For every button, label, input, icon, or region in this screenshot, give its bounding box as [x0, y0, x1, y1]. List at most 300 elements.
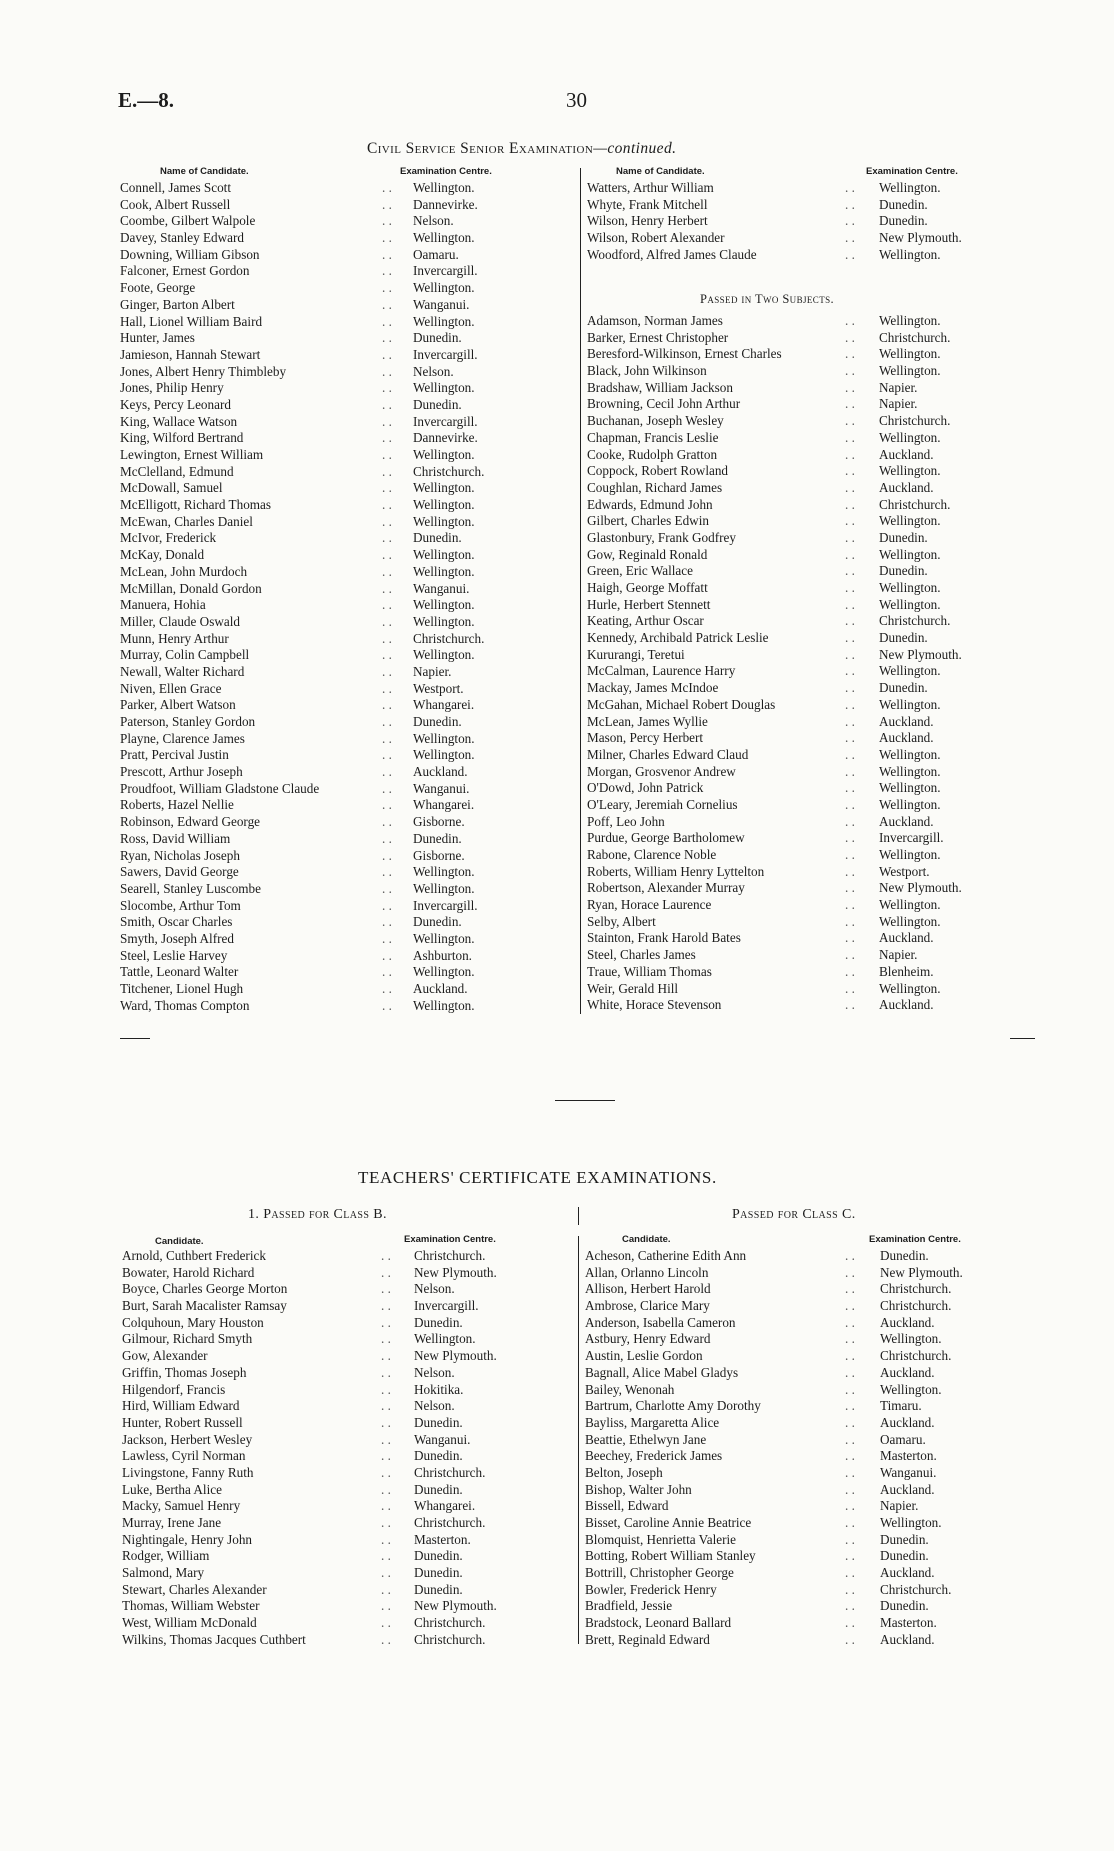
examination-centre: Dunedin.: [414, 1448, 463, 1464]
list-item: [585, 1331, 1015, 1348]
civil-left-list: [120, 180, 540, 1014]
candidate-name: Beattie, Ethelwyn Jane: [585, 1431, 707, 1447]
examination-centre: Dunedin.: [414, 1481, 463, 1497]
list-item: [122, 1615, 562, 1632]
examination-centre: Wellington.: [413, 280, 475, 296]
list-item: [120, 480, 540, 497]
list-item: [122, 1315, 562, 1332]
candidate-name: Gow, Reginald Ronald: [587, 546, 708, 562]
examination-centre: Invercargill.: [413, 346, 478, 362]
examination-centre: Wanganui.: [413, 780, 470, 796]
list-item: [585, 1348, 1015, 1365]
candidate-name: Brett, Reginald Edward: [585, 1631, 710, 1647]
list-item: [587, 981, 1007, 998]
examination-centre: Dunedin.: [413, 330, 462, 346]
candidate-name: Luke, Bertha Alice: [122, 1481, 222, 1497]
list-item: [587, 597, 1007, 614]
examination-centre: Christchurch.: [413, 630, 485, 646]
leader-dots: . .: [382, 914, 392, 930]
list-item: [120, 547, 540, 564]
list-item: [122, 1365, 562, 1382]
leader-dots: . .: [382, 663, 392, 679]
list-item: [585, 1365, 1015, 1382]
candidate-name: Bowater, Harold Richard: [122, 1264, 255, 1280]
list-item: [122, 1265, 562, 1282]
examination-centre: Auckland.: [879, 997, 934, 1013]
examination-centre: Christchurch.: [879, 329, 951, 345]
list-item: [122, 1498, 562, 1515]
leader-dots: . .: [845, 930, 855, 946]
examination-centre: Wellington.: [413, 313, 475, 329]
candidate-name: Niven, Ellen Grace: [120, 680, 222, 696]
leader-dots: . .: [382, 563, 392, 579]
leader-dots: . .: [381, 1581, 391, 1597]
list-item: [120, 914, 540, 931]
candidate-name: McDowall, Samuel: [120, 480, 223, 496]
leader-dots: . .: [382, 180, 392, 195]
class-c-title-text: Passed for Class C.: [732, 1207, 856, 1222]
examination-centre: Whangarei.: [414, 1498, 476, 1514]
list-item: [587, 430, 1007, 447]
candidate-name: Miller, Claude Oswald: [120, 613, 240, 629]
civil-left-col-centre: Examination Centre.: [400, 166, 492, 177]
candidate-name: Manuera, Hohia: [120, 597, 206, 613]
list-item: [587, 797, 1007, 814]
candidate-name: Lawless, Cyril Norman: [122, 1448, 246, 1464]
leader-dots: . .: [845, 713, 855, 729]
examination-centre: Dunedin.: [879, 196, 928, 212]
examination-centre: Wanganui.: [880, 1464, 937, 1480]
examination-centre: Wellington.: [879, 180, 941, 195]
list-item: [587, 197, 1007, 214]
examination-centre: Dunedin.: [880, 1531, 929, 1547]
examination-centre: Dunedin.: [879, 213, 928, 229]
leader-dots: . .: [381, 1431, 391, 1447]
list-item: [587, 730, 1007, 747]
examination-centre: Auckland.: [880, 1414, 935, 1430]
teachers-column-divider: [578, 1236, 579, 1644]
examination-centre: Wellington.: [880, 1381, 942, 1397]
list-item: [120, 981, 540, 998]
candidate-name: Newall, Walter Richard: [120, 663, 245, 679]
civil-left-col-name: Name of Candidate.: [160, 166, 249, 177]
candidate-name: Foote, George: [120, 280, 196, 296]
leader-dots: . .: [382, 814, 392, 830]
candidate-name: Jones, Philip Henry: [120, 380, 224, 396]
examination-centre: New Plymouth.: [879, 230, 962, 246]
candidate-name: McCalman, Laurence Harry: [587, 663, 736, 679]
candidate-name: Jackson, Herbert Wesley: [122, 1431, 253, 1447]
leader-dots: . .: [382, 313, 392, 329]
leader-dots: . .: [845, 1364, 855, 1380]
passed-two-subjects-list: [587, 313, 1007, 1014]
examination-centre: Dunedin.: [413, 830, 462, 846]
list-item: [587, 997, 1007, 1014]
leader-dots: . .: [845, 313, 855, 328]
leader-dots: . .: [382, 547, 392, 563]
leader-dots: . .: [381, 1615, 391, 1631]
list-item: [587, 764, 1007, 781]
examination-centre: Dunedin.: [880, 1598, 929, 1614]
candidate-name: Wilkins, Thomas Jacques Cuthbert: [122, 1631, 306, 1647]
list-item: [587, 497, 1007, 514]
leader-dots: . .: [382, 864, 392, 880]
candidate-name: Watters, Arthur William: [587, 180, 714, 195]
examination-centre: Wellington.: [879, 313, 941, 328]
candidate-name: Selby, Albert: [587, 913, 656, 929]
leader-dots: . .: [845, 947, 855, 963]
leader-dots: . .: [845, 379, 855, 395]
examination-centre: Christchurch.: [879, 413, 951, 429]
leader-dots: . .: [845, 413, 855, 429]
leader-dots: . .: [382, 830, 392, 846]
leader-dots: . .: [381, 1598, 391, 1614]
list-item: [120, 714, 540, 731]
leader-dots: . .: [845, 1431, 855, 1447]
list-item: [587, 413, 1007, 430]
leader-dots: . .: [382, 997, 392, 1013]
leader-dots: . .: [381, 1398, 391, 1414]
candidate-name: Gow, Alexander: [122, 1348, 208, 1364]
examination-centre: Wellington.: [879, 696, 941, 712]
list-item: [120, 514, 540, 531]
leader-dots: . .: [845, 429, 855, 445]
examination-centre: Christchurch.: [880, 1281, 952, 1297]
leader-dots: . .: [382, 413, 392, 429]
candidate-name: Morgan, Grosvenor Andrew: [587, 763, 736, 779]
examination-centre: Wellington.: [879, 796, 941, 812]
leader-dots: . .: [845, 796, 855, 812]
leader-dots: . .: [381, 1414, 391, 1430]
leader-dots: . .: [845, 346, 855, 362]
examination-centre: Christchurch.: [879, 613, 951, 629]
candidate-name: Salmond, Mary: [122, 1565, 205, 1581]
leader-dots: . .: [382, 730, 392, 746]
candidate-name: Haigh, George Moffatt: [587, 580, 708, 595]
examination-centre: Nelson.: [414, 1398, 455, 1414]
candidate-name: Weir, Gerald Hill: [587, 980, 679, 996]
examination-centre: Auckland.: [879, 713, 934, 729]
leader-dots: . .: [382, 480, 392, 496]
list-item: [120, 330, 540, 347]
list-item: [122, 1548, 562, 1565]
candidate-name: McElligott, Richard Thomas: [120, 497, 272, 513]
leader-dots: . .: [845, 446, 855, 462]
leader-dots: . .: [381, 1548, 391, 1564]
leader-dots: . .: [382, 447, 392, 462]
examination-centre: Oamaru.: [413, 246, 459, 262]
candidate-name: Davey, Stanley Edward: [120, 230, 245, 246]
candidate-name: Bradstock, Leonard Ballard: [585, 1615, 732, 1631]
leader-dots: . .: [381, 1298, 391, 1314]
leader-dots: . .: [845, 997, 855, 1013]
candidate-name: White, Horace Stevenson: [587, 997, 722, 1013]
list-item: [587, 513, 1007, 530]
list-item: [587, 947, 1007, 964]
leader-dots: . .: [845, 329, 855, 345]
leader-dots: . .: [382, 530, 392, 546]
examination-centre: New Plymouth.: [880, 1264, 963, 1280]
leader-dots: . .: [382, 880, 392, 896]
examination-centre: Dunedin.: [879, 563, 928, 579]
list-item: [120, 664, 540, 681]
examination-centre: Auckland.: [879, 813, 934, 829]
list-item: [587, 714, 1007, 731]
candidate-name: Wilson, Robert Alexander: [587, 230, 725, 246]
candidate-name: Livingstone, Fanny Ruth: [122, 1464, 254, 1480]
candidate-name: Cook, Albert Russell: [120, 196, 231, 212]
candidate-name: Munn, Henry Arthur: [120, 630, 229, 646]
examination-centre: Wellington.: [879, 580, 941, 595]
list-item: [120, 347, 540, 364]
candidate-name: Murray, Colin Campbell: [120, 647, 250, 663]
list-item: [587, 563, 1007, 580]
examination-centre: Wellington.: [879, 763, 941, 779]
candidate-name: Jones, Albert Henry Thimbleby: [120, 363, 287, 379]
leader-dots: . .: [382, 580, 392, 596]
examination-centre: Wanganui.: [413, 580, 470, 596]
candidate-name: Bartrum, Charlotte Amy Dorothy: [585, 1398, 761, 1414]
candidate-name: Thomas, William Webster: [122, 1598, 260, 1614]
examination-centre: Gisborne.: [413, 847, 465, 863]
leader-dots: . .: [382, 330, 392, 346]
list-item: [120, 280, 540, 297]
class-b-title-num: 1.: [248, 1207, 260, 1222]
examination-centre: Wellington.: [413, 497, 475, 513]
leader-dots: . .: [845, 463, 855, 479]
leader-dots: . .: [382, 680, 392, 696]
examination-centre: Auckland.: [880, 1481, 935, 1497]
leader-dots: . .: [381, 1631, 391, 1647]
examination-centre: Wellington.: [413, 613, 475, 629]
candidate-name: Titchener, Lionel Hugh: [120, 981, 244, 996]
examination-centre: Auckland.: [413, 764, 468, 780]
list-item: [585, 1432, 1015, 1449]
candidate-name: Mackay, James McIndoe: [587, 680, 719, 696]
candidate-name: Coppock, Robert Rowland: [587, 463, 729, 479]
list-item: [587, 780, 1007, 797]
list-item: [585, 1265, 1015, 1282]
examination-centre: Wellington.: [879, 596, 941, 612]
candidate-name: Bishop, Walter John: [585, 1481, 692, 1497]
leader-dots: . .: [382, 497, 392, 513]
examination-centre: Wellington.: [879, 363, 941, 379]
leader-dots: . .: [381, 1264, 391, 1280]
candidate-name: Bissell, Edward: [585, 1498, 669, 1514]
list-item: [587, 247, 1007, 264]
leader-dots: . .: [845, 780, 855, 796]
examination-centre: Wellington.: [879, 546, 941, 562]
list-item: [122, 1281, 562, 1298]
examination-centre: Christchurch.: [880, 1298, 952, 1314]
list-item: [587, 814, 1007, 831]
candidate-name: Hall, Lionel William Baird: [120, 313, 263, 329]
examination-centre: Wellington.: [879, 663, 941, 679]
candidate-name: McLean, James Wyllie: [587, 713, 708, 729]
list-item: [120, 581, 540, 598]
end-dash-right: [1010, 1038, 1035, 1039]
examination-centre: Napier.: [413, 663, 452, 679]
leader-dots: . .: [382, 380, 392, 396]
list-item: [120, 397, 540, 414]
examination-centre: Wellington.: [414, 1331, 476, 1347]
leader-dots: . .: [845, 680, 855, 696]
candidate-name: Ambrose, Clarice Mary: [585, 1298, 710, 1314]
examination-centre: Christchurch.: [413, 463, 485, 479]
list-item: [585, 1281, 1015, 1298]
list-item: [120, 614, 540, 631]
list-item: [120, 564, 540, 581]
leader-dots: . .: [845, 880, 855, 896]
list-item: [585, 1448, 1015, 1465]
examination-centre: New Plymouth.: [414, 1598, 497, 1614]
candidate-name: Mason, Percy Herbert: [587, 730, 704, 746]
list-item: [585, 1632, 1015, 1649]
candidate-name: Bowler, Frederick Henry: [585, 1581, 717, 1597]
list-item: [122, 1632, 562, 1649]
leader-dots: . .: [845, 980, 855, 996]
list-item: [122, 1465, 562, 1482]
leader-dots: . .: [381, 1565, 391, 1581]
list-item: [587, 213, 1007, 230]
list-item: [587, 330, 1007, 347]
list-item: [585, 1515, 1015, 1532]
leader-dots: . .: [382, 263, 392, 279]
examination-centre: Dunedin.: [414, 1548, 463, 1564]
leader-dots: . .: [845, 1264, 855, 1280]
examination-centre: Wellington.: [880, 1515, 942, 1530]
leader-dots: . .: [845, 196, 855, 212]
examination-centre: Wellington.: [879, 780, 941, 796]
leader-dots: . .: [845, 230, 855, 246]
examination-centre: Masterton.: [414, 1531, 471, 1547]
examination-centre: Christchurch.: [414, 1615, 486, 1631]
candidate-name: Purdue, George Bartholomew: [587, 830, 745, 846]
list-item: [122, 1382, 562, 1399]
list-item: [587, 396, 1007, 413]
examination-centre: Napier.: [879, 379, 918, 395]
leader-dots: . .: [845, 730, 855, 746]
leader-dots: . .: [845, 1581, 855, 1597]
examination-centre: Napier.: [879, 947, 918, 963]
leader-dots: . .: [382, 930, 392, 946]
leader-dots: . .: [845, 696, 855, 712]
leader-dots: . .: [382, 213, 392, 229]
list-item: [120, 497, 540, 514]
candidate-name: Playne, Clarence James: [120, 730, 245, 746]
list-item: [122, 1598, 562, 1615]
leader-dots: . .: [845, 1448, 855, 1464]
examination-centre: Nelson.: [413, 363, 454, 379]
leader-dots: . .: [381, 1281, 391, 1297]
list-item: [120, 247, 540, 264]
examination-centre: Christchurch.: [880, 1348, 952, 1364]
examination-centre: Invercargill.: [413, 413, 478, 429]
candidate-name: Bailey, Wenonah: [585, 1381, 675, 1397]
candidate-name: Anderson, Isabella Cameron: [585, 1314, 736, 1330]
examination-centre: Invercargill.: [413, 263, 478, 279]
civil-column-divider: [580, 168, 581, 1014]
list-item: [120, 230, 540, 247]
examination-centre: Wellington.: [879, 346, 941, 362]
leader-dots: . .: [382, 780, 392, 796]
leader-dots: . .: [382, 513, 392, 529]
candidate-name: Murray, Irene Jane: [122, 1515, 222, 1530]
list-item: [587, 914, 1007, 931]
candidate-name: Edwards, Edmund John: [587, 496, 713, 512]
candidate-name: Black, John Wilkinson: [587, 363, 707, 379]
candidate-name: Searell, Stanley Luscombe: [120, 880, 261, 896]
candidate-name: Sawers, David George: [120, 864, 239, 880]
class-c-title: [732, 1207, 856, 1223]
leader-dots: . .: [845, 213, 855, 229]
examination-centre: Christchurch.: [879, 496, 951, 512]
examination-centre: Invercargill.: [879, 830, 944, 846]
list-item: [585, 1482, 1015, 1499]
examination-centre: Westport.: [413, 680, 464, 696]
leader-dots: . .: [845, 663, 855, 679]
list-item: [120, 964, 540, 981]
leader-dots: . .: [845, 580, 855, 595]
class-c-list: [585, 1248, 1015, 1649]
examination-centre: Napier.: [879, 396, 918, 412]
leader-dots: . .: [845, 1248, 855, 1263]
candidate-name: McLean, John Murdoch: [120, 563, 248, 579]
candidate-name: Roberts, Hazel Nellie: [120, 797, 234, 813]
candidate-name: Paterson, Stanley Gordon: [120, 714, 256, 729]
list-item: [587, 180, 1007, 197]
passed-two-subjects-title: [700, 292, 834, 307]
list-item: [587, 313, 1007, 330]
examination-centre: Oamaru.: [880, 1431, 926, 1447]
candidate-name: Bagnall, Alice Mabel Gladys: [585, 1364, 739, 1380]
leader-dots: . .: [381, 1448, 391, 1464]
civil-right-list: [587, 180, 1007, 263]
list-item: [587, 697, 1007, 714]
leader-dots: . .: [845, 479, 855, 495]
examination-centre: Auckland.: [879, 730, 934, 746]
leader-dots: . .: [845, 1414, 855, 1430]
candidate-name: Stewart, Charles Alexander: [122, 1581, 267, 1597]
leader-dots: . .: [382, 714, 392, 729]
leader-dots: . .: [845, 630, 855, 646]
candidate-name: Smith, Oscar Charles: [120, 914, 233, 930]
leader-dots: . .: [382, 597, 392, 613]
list-item: [120, 797, 540, 814]
candidate-name: Poff, Leo John: [587, 813, 665, 829]
class-b-title: [248, 1207, 387, 1223]
examination-centre: Wellington.: [413, 730, 475, 746]
list-item: [587, 630, 1007, 647]
examination-centre: Wellington.: [879, 246, 941, 262]
candidate-name: McClelland, Edmund: [120, 463, 234, 479]
candidate-name: Steel, Charles James: [587, 947, 696, 963]
list-item: [120, 464, 540, 481]
candidate-name: Bottrill, Christopher George: [585, 1565, 734, 1581]
leader-dots: . .: [382, 947, 392, 963]
examination-centre: Invercargill.: [413, 897, 478, 913]
examination-centre: Dunedin.: [414, 1414, 463, 1430]
examination-centre: New Plymouth.: [414, 1348, 497, 1364]
candidate-name: Tattle, Leonard Walter: [120, 964, 239, 980]
candidate-name: McKay, Donald: [120, 547, 205, 563]
candidate-name: Ryan, Horace Laurence: [587, 897, 712, 913]
candidate-name: Bradshaw, William Jackson: [587, 379, 733, 395]
leader-dots: . .: [845, 1464, 855, 1480]
candidate-name: Roberts, William Henry Lyttelton: [587, 863, 765, 879]
list-item: [122, 1398, 562, 1415]
examination-centre: Wellington.: [413, 864, 475, 880]
